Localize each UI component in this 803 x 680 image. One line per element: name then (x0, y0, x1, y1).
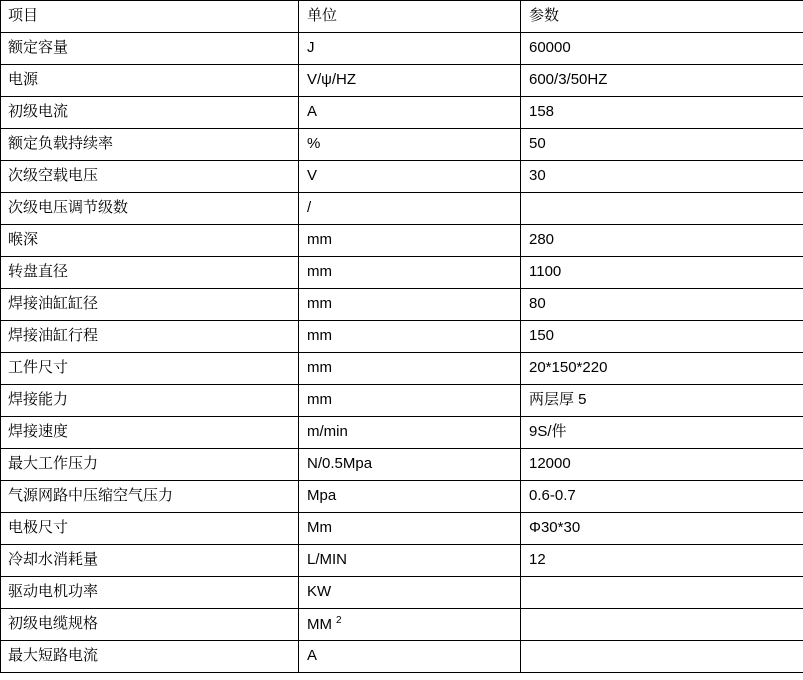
table-row (1, 225, 803, 257)
cell-unit (299, 609, 521, 641)
cell-param: 30 (521, 161, 803, 193)
cell-param: 50 (521, 129, 803, 161)
cell-item: 冷却水消耗量 (1, 545, 299, 577)
table-row (1, 609, 803, 641)
column-header-item: 项目 (1, 1, 299, 33)
cell-unit: J (299, 33, 521, 65)
table-header-row (1, 1, 803, 33)
table-row (1, 353, 803, 385)
cell-item: 电源 (1, 65, 299, 97)
cell-param (521, 609, 803, 641)
column-header-param: 参数 (521, 1, 803, 33)
cell-param: 80 (521, 289, 803, 321)
cell-item: 焊接油缸缸径 (1, 289, 299, 321)
cell-item: 最大工作压力 (1, 449, 299, 481)
cell-param: 20*150*220 (521, 353, 803, 385)
cell-unit: mm (299, 353, 521, 385)
table-row (1, 385, 803, 417)
cell-param: 600/3/50HZ (521, 65, 803, 97)
cell-item: 电极尺寸 (1, 513, 299, 545)
cell-unit: Mm (299, 513, 521, 545)
cell-param: Φ30*30 (521, 513, 803, 545)
cell-param: 60000 (521, 33, 803, 65)
cell-unit: / (299, 193, 521, 225)
cell-unit: KW (299, 577, 521, 609)
table-row (1, 193, 803, 225)
cell-unit: % (299, 129, 521, 161)
cell-param: 158 (521, 97, 803, 129)
cell-unit: A (299, 97, 521, 129)
cell-unit-superscript: 2 (336, 615, 342, 627)
cell-item: 喉深 (1, 225, 299, 257)
cell-item: 额定容量 (1, 33, 299, 65)
cell-param: 9S/件 (521, 417, 803, 449)
table-row (1, 513, 803, 545)
table-row (1, 97, 803, 129)
cell-param: 12 (521, 545, 803, 577)
cell-param: 0.6-0.7 (521, 481, 803, 513)
cell-item: 工件尺寸 (1, 353, 299, 385)
table-row (1, 65, 803, 97)
cell-unit: A (299, 641, 521, 673)
cell-item: 驱动电机功率 (1, 577, 299, 609)
cell-item: 次级电压调节级数 (1, 193, 299, 225)
table-row (1, 33, 803, 65)
cell-param (521, 193, 803, 225)
cell-unit: mm (299, 289, 521, 321)
cell-item: 初级电缆规格 (1, 609, 299, 641)
cell-item: 初级电流 (1, 97, 299, 129)
table-row (1, 449, 803, 481)
table-row (1, 161, 803, 193)
cell-param (521, 641, 803, 673)
table-row (1, 257, 803, 289)
cell-item: 焊接油缸行程 (1, 321, 299, 353)
cell-item: 额定负载持续率 (1, 129, 299, 161)
cell-unit: mm (299, 385, 521, 417)
cell-param: 两层厚 5 (521, 385, 803, 417)
table-row (1, 289, 803, 321)
cell-unit: L/MIN (299, 545, 521, 577)
cell-unit: mm (299, 225, 521, 257)
table-row (1, 417, 803, 449)
table-row (1, 129, 803, 161)
cell-unit: mm (299, 257, 521, 289)
table-row (1, 545, 803, 577)
cell-unit: V/ψ/HZ (299, 65, 521, 97)
cell-unit: V (299, 161, 521, 193)
cell-item: 最大短路电流 (1, 641, 299, 673)
cell-unit: N/0.5Mpa (299, 449, 521, 481)
cell-item: 转盘直径 (1, 257, 299, 289)
cell-item: 次级空载电压 (1, 161, 299, 193)
cell-param: 150 (521, 321, 803, 353)
cell-item: 气源网路中压缩空气压力 (1, 481, 299, 513)
cell-param (521, 577, 803, 609)
table-row (1, 321, 803, 353)
cell-param: 1100 (521, 257, 803, 289)
cell-item: 焊接能力 (1, 385, 299, 417)
column-header-unit: 单位 (299, 1, 521, 33)
cell-param: 280 (521, 225, 803, 257)
cell-unit: m/min (299, 417, 521, 449)
cell-unit: mm (299, 321, 521, 353)
table-row (1, 641, 803, 673)
cell-param: 12000 (521, 449, 803, 481)
table-row (1, 481, 803, 513)
table-row (1, 577, 803, 609)
cell-item: 焊接速度 (1, 417, 299, 449)
cell-unit: Mpa (299, 481, 521, 513)
cell-unit-text: MM (307, 616, 332, 634)
